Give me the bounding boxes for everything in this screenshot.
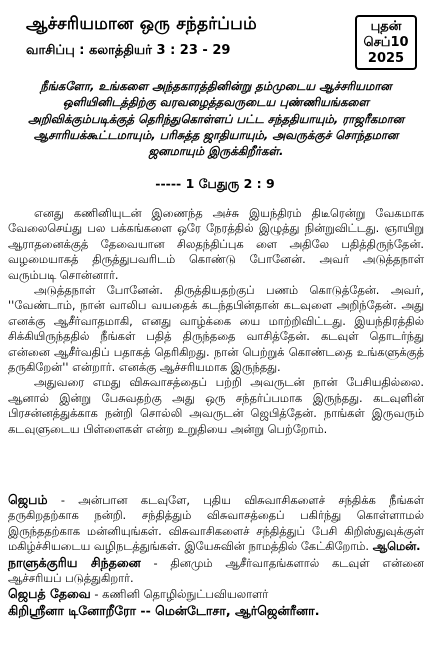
thought-text: - தினமும் ஆசீர்வாதங்களால் கடவுள் என்னை ஆச்சரியப் படுத்துகிறார். [8, 555, 424, 586]
prayer-block [8, 492, 424, 555]
body-paragraph-2: அடுத்தநாள் போனேன். திருத்தியதற்குப் பணம் கொடுத்தேன். அவர், ''வேண்டாம், நான் வாலிப வயதைக் கடந்தபின்தான் கடவுளை அறிந்தேன். அது எனக்கு ஆசீர்வாதமாகி, எனது வாழ்க்கை யை மாற்றிவிட்டது. இயந்திரத்தில் சிக்கியிருந்ததில் நீங்கள் பதித் திருந்ததை வாசித்தேன். கடவுள் தொடர்ந்து என்னை ஆசீர்வதிப் பதாகத் தெரிகிறது. நான் பெற்றுக் கொண்டதை உங்களுக்குத் தருகிறேன்'' என்றார். எனக்கு ஆச்சரியமாக இருந்தது. [8, 283, 424, 375]
prayer-amen: ஆமென். [372, 539, 421, 554]
date-day: புதன் [370, 19, 402, 34]
devotional-body [8, 206, 424, 437]
prayer-need-label: ஜெபத் தேவை [8, 586, 91, 602]
key-verse: நீங்களோ, உங்களை அந்தகாரத்தினின்று தம்முடைய ஆச்சரியமான ஒளியினிடத்திற்கு வரவழைத்தவருடைய புண்ணியங்களை அறிவிக்கும்படிக்குத் தெரிந்துகொள்ளப் பட்ட சந்ததியாயும், ராஜரீகமான ஆசாரியக்கூட்டமாயும், பரிசுத்த ஜாதியாயும், அவருக்குச் சொந்தமான ஜனமாயும் இருக்கிறீர்கள். [27, 79, 405, 159]
prayer-need-text: - கணினி தொழில்நுட்பவியலாளர் [90, 587, 269, 602]
author-line [8, 603, 424, 619]
closing-section [8, 492, 424, 619]
date-box [355, 15, 417, 70]
thought-block [8, 555, 424, 587]
prayer-label: ஜெபம் [8, 492, 48, 507]
body-paragraph-3: அதுவரை எமது விசுவாசத்தைப் பற்றி அவருடன் நான் பேசியதில்லை. ஆனால் இன்று பேசுவதற்கு அது ஒரு சந்தர்ப்பமாக இருந்தது. கடவுளின் பிரசன்னத்துக்காக நன்றி சொல்லி அவருடன் ஜெபித்தேன். நாங்கள் இருவரும் கடவுளுடைய பிள்ளைகள் என்ற உறுதியை அன்று பெற்றோம். [8, 375, 424, 436]
date-month: செப்10 [363, 35, 409, 50]
body-paragraph-1: எனது கணினியுடன் இணைந்த அச்சு இயந்திரம் திடீரென்று வேகமாக வேலைசெய்து பல பக்கங்களை ஒரே நேரத்தில் இழுத்து நின்றுவிட்டது. ஞாயிறு ஆராதனைக்குத் தேவையான சிலதந்திப்புக ளை அதிலே பதித்திருந்தேன். வழமையாகத் திருத்துபவரிடம் கொண்டு போனேன். அவர் அடுத்தநாள் வரும்படி சொன்னார். [8, 206, 424, 282]
thought-label: நாளுக்குரிய சிந்தனை [8, 554, 141, 570]
date-year: 2025 [367, 51, 405, 66]
page-title: ஆச்சரியமான ஒரு சந்தர்ப்பம் [26, 14, 257, 34]
verse-reference: ----- 1 பேதுரு 2 : 9 [155, 176, 275, 191]
author-name: கிறிஸ்ரீனா டினோறீரோ -- மென்டோசா, ஆர்ஜென்ரீனா. [8, 602, 320, 618]
scripture-reading: வாசிப்பு : கலாத்தியர் 3 : 23 - 29 [26, 43, 231, 58]
prayer-need-block [8, 586, 424, 602]
prayer-text: - அன்பான கடவுளே, புதிய விசுவாசிகளைச் சந்திக்க நீங்கள் தருகிறதற்காக நன்றி. சந்தித்தும் விசுவாசத்தைப் பகிர்ந்து கொள்ளாமல் இருந்ததற்காக மன்னியுங்கள். விசுவாசிகளைச் சந்தித்துப் பேசி கிறிஸ்துவுக்குள் மகிழ்ச்சியடைய வழிநடத்துங்கள். இயேசுவின் நாமத்தில் கேட்கிறோம். [8, 493, 424, 554]
